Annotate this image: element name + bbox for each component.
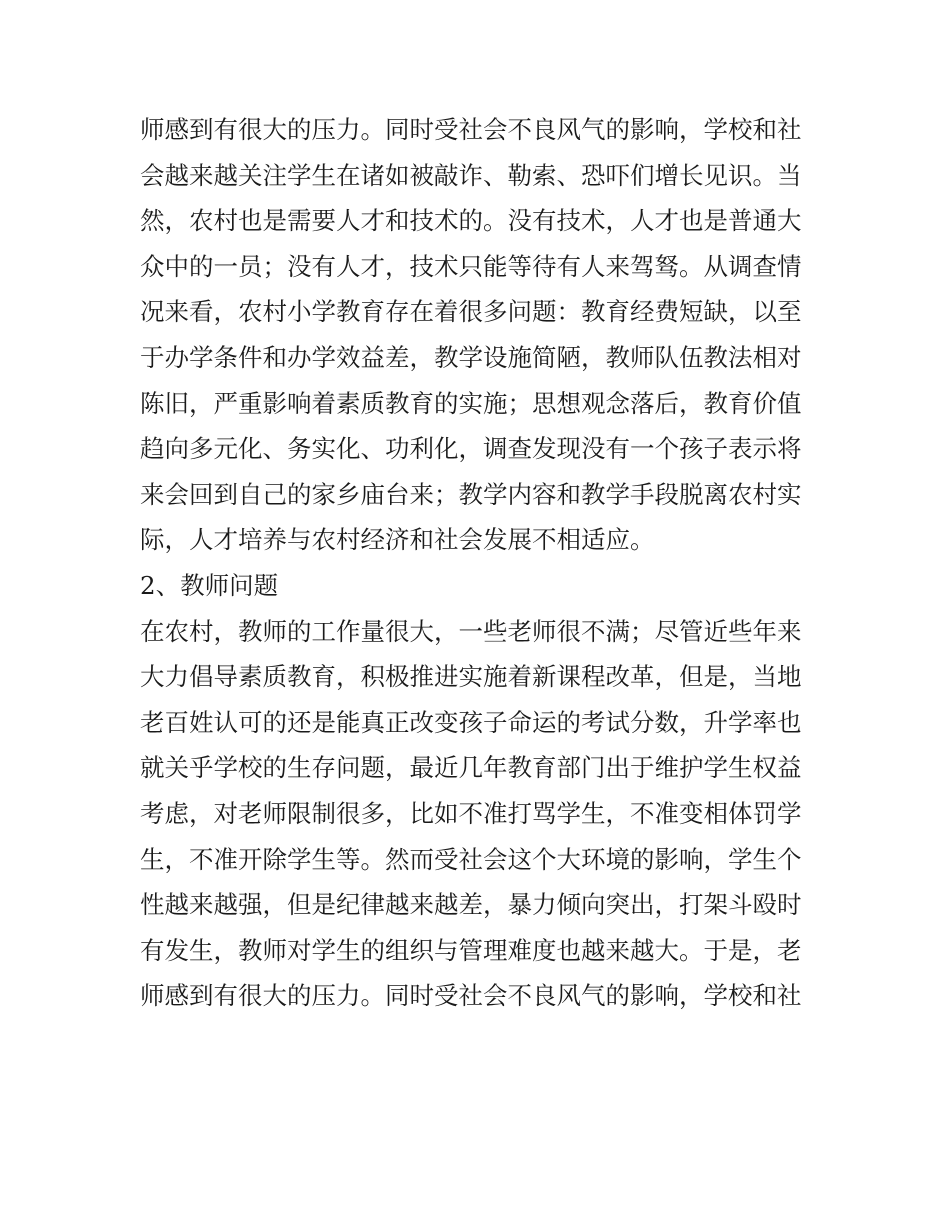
text-line: 就关乎学校的生存问题，最近几年教育部门出于维护学生权益 (140, 753, 802, 783)
text-line: 然，农村也是需要人才和技术的。没有技术，人才也是普通大 (140, 206, 802, 236)
text-line: 会越来越关注学生在诸如被敲诈、勒索、恐吓们增长见识。当 (140, 160, 802, 190)
text-line: 师感到有很大的压力。同时受社会不良风气的影响，学校和社 (140, 115, 802, 144)
text-line: 在农村，教师的工作量很大，一些老师很不满；尽管近些年来 (140, 616, 802, 646)
text-line: 考虑，对老师限制很多，比如不准打骂学生，不准变相体罚学 (140, 798, 802, 828)
text-line: 陈旧，严重影响着素质教育的实施；思想观念落后，教育价值 (140, 388, 802, 418)
text-line: 生，不准开除学生等。然而受社会这个大环境的影响，学生个 (140, 844, 802, 874)
text-line: 众中的一员；没有人才，技术只能等待有人来驾驽。从调查情 (140, 251, 802, 281)
text-line: 趋向多元化、务实化、功利化，调查发现没有一个孩子表示将 (140, 434, 802, 464)
text-line: 有发生，教师对学生的组织与管理难度也越来越大。于是，老 (140, 935, 802, 965)
section-heading: 2、教师问题 (140, 570, 279, 600)
text-line: 大力倡导素质教育，积极推进实施着新课程改革，但是，当地 (140, 662, 802, 692)
text-line: 于办学条件和办学效益差，教学设施简陋，教师队伍教法相对 (140, 342, 802, 372)
text-line: 来会回到自己的家乡庙台来；教学内容和教学手段脱离农村实 (140, 479, 802, 509)
text-line: 况来看，农村小学教育存在着很多问题：教育经费短缺，以至 (140, 297, 802, 327)
text-line: 际，人才培养与农村经济和社会发展不相适应。 (140, 525, 655, 555)
body-text (140, 107, 820, 1019)
text-line: 师感到有很大的压力。同时受社会不良风气的影响，学校和社 (140, 981, 802, 1011)
text-line: 性越来越强，但是纪律越来越差，暴力倾向突出，打架斗殴时 (140, 890, 802, 920)
text-line: 老百姓认可的还是能真正改变孩子命运的考试分数，升学率也 (140, 707, 802, 737)
